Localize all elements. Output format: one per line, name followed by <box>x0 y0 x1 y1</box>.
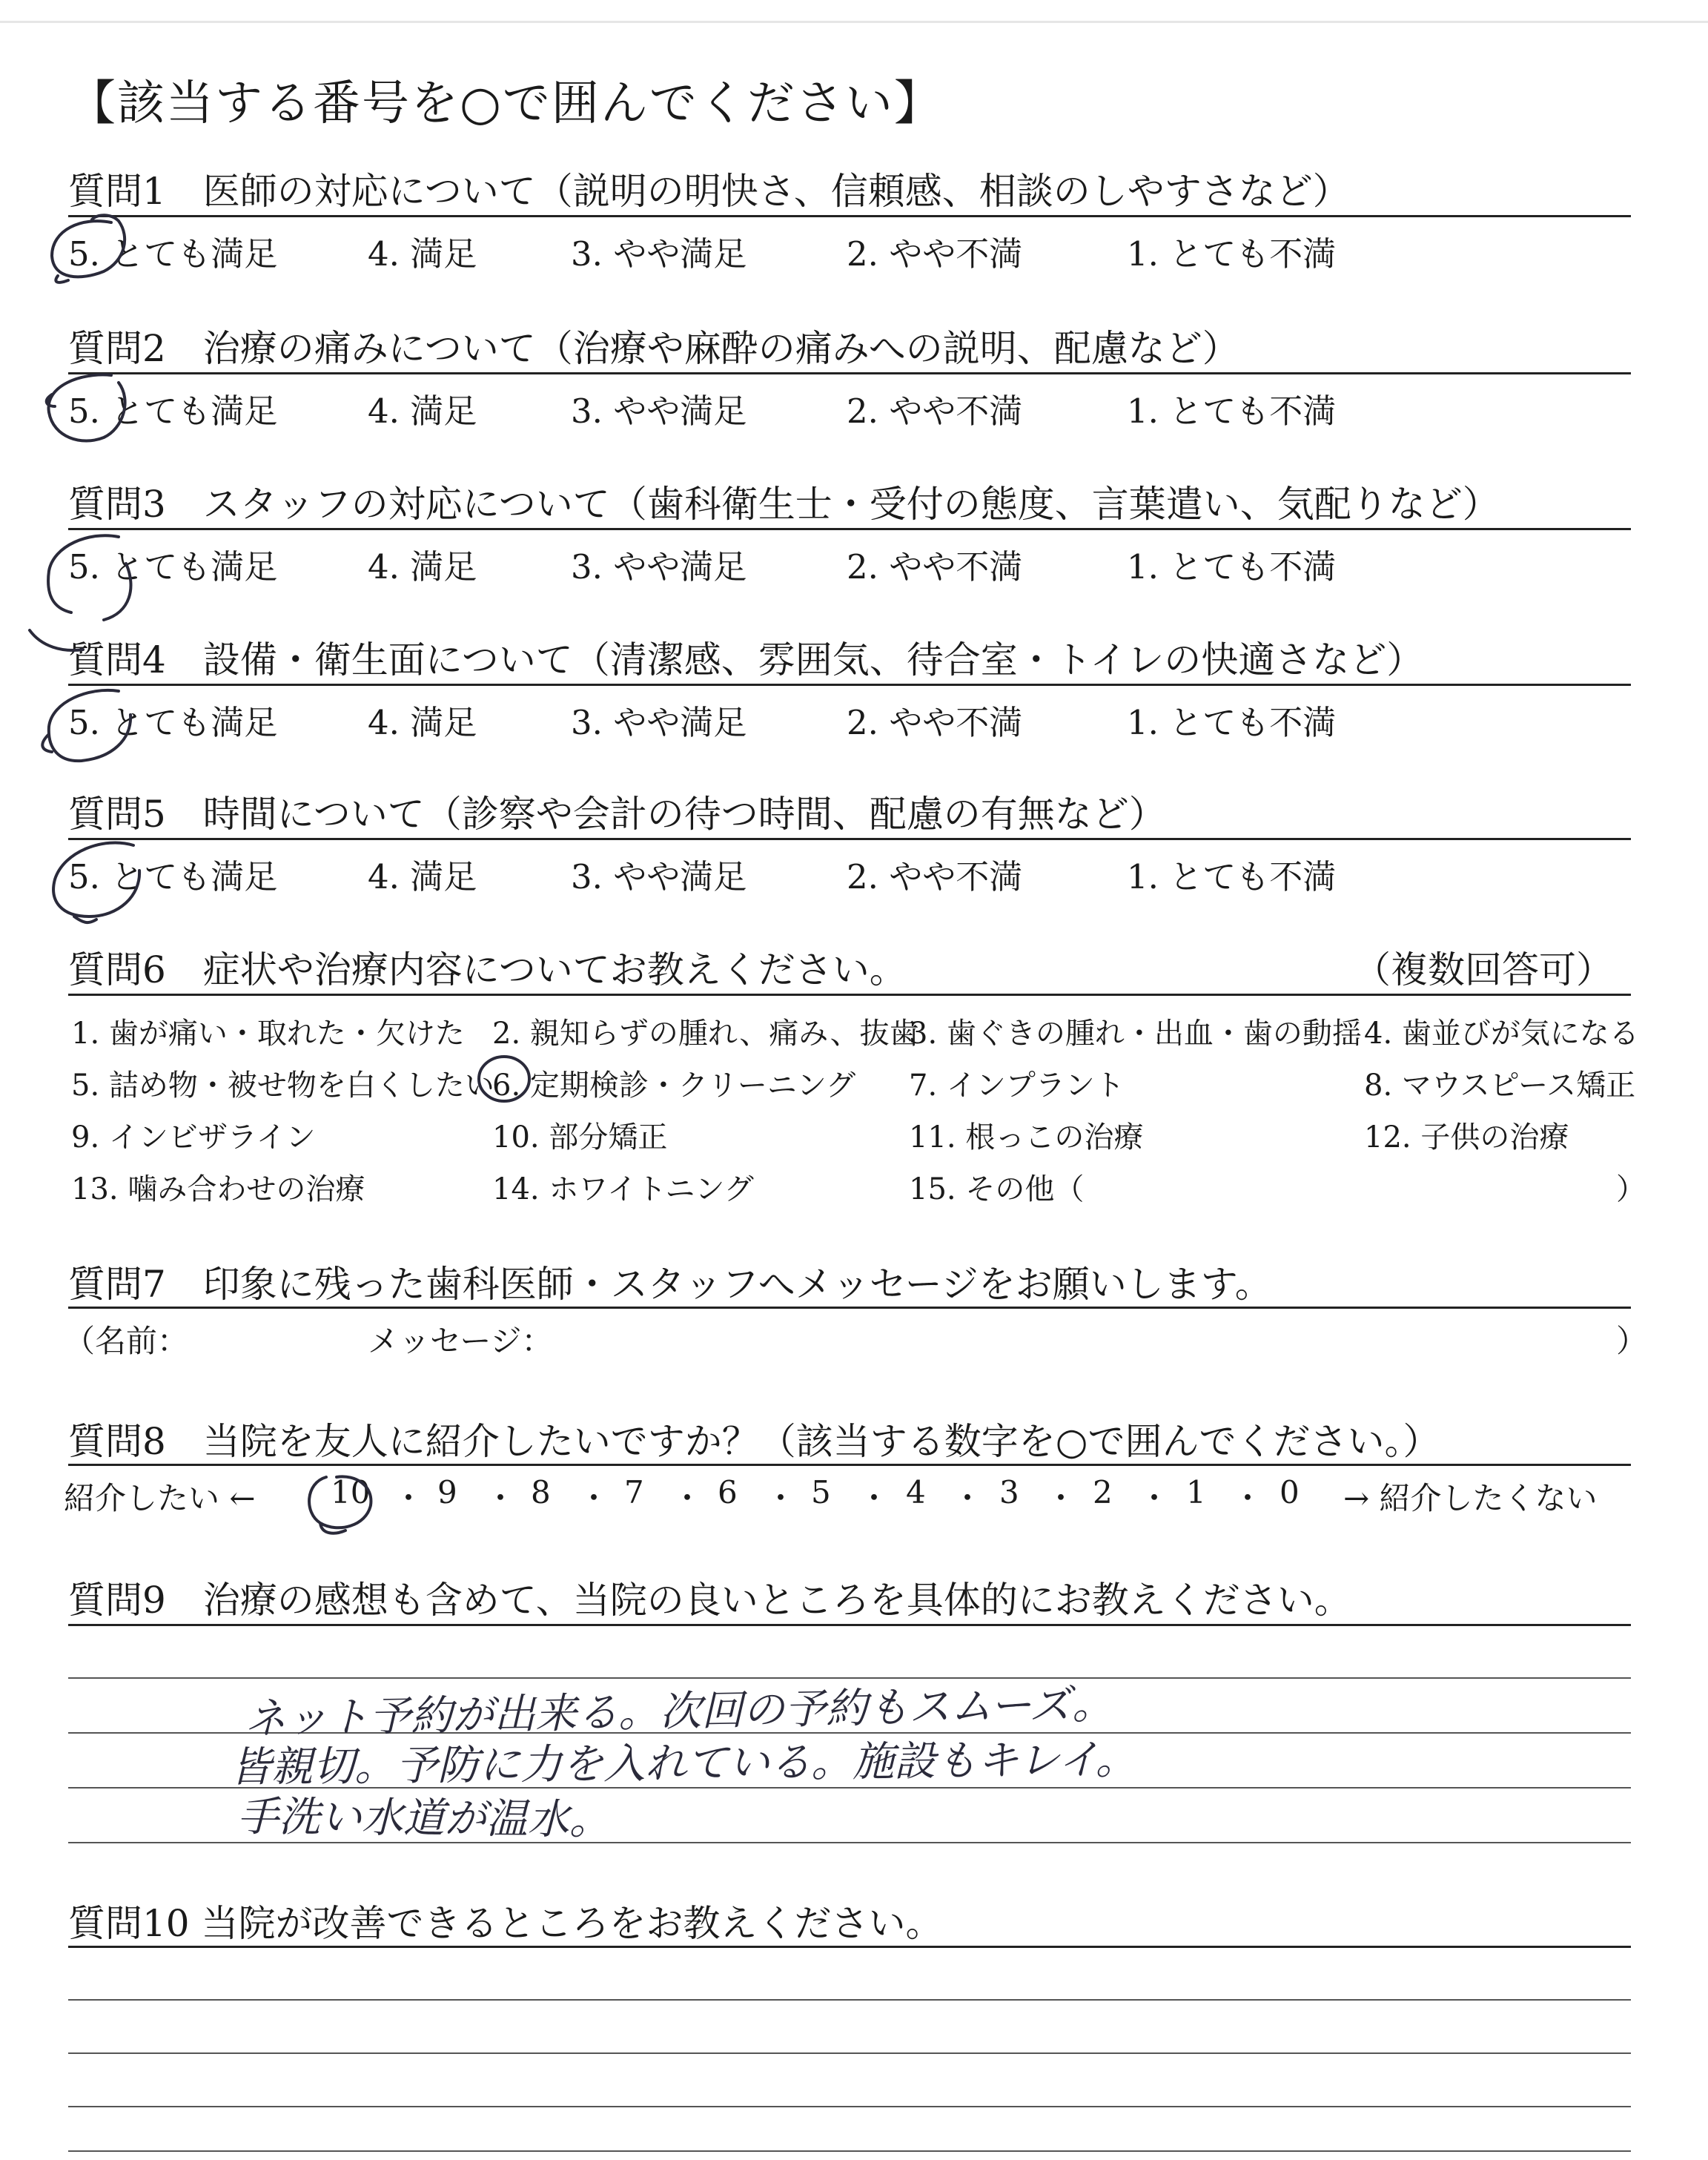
q8-scale-dot: ・ <box>858 1480 890 1516</box>
q3-option-1[interactable]: 1. とても不満 <box>1127 547 1337 587</box>
q5-option-5[interactable]: 5. とても満足 <box>68 857 278 896</box>
q1-option-3[interactable]: 3. やや満足 <box>571 234 747 274</box>
q4-option-1[interactable]: 1. とても不満 <box>1127 703 1337 742</box>
q5-option-4[interactable]: 4. 満足 <box>368 857 477 896</box>
q3-option-2[interactable]: 2. やや不満 <box>847 547 1023 587</box>
form-heading: 【該当する番号を○で囲んでください】 <box>68 76 943 131</box>
q6-option-15[interactable]: 15. その他（ <box>909 1172 1085 1206</box>
q9-handwritten-line-3: 手洗い水道が温水。 <box>236 1792 612 1845</box>
q5-option-3[interactable]: 3. やや満足 <box>571 857 747 896</box>
q8-scale-dot: ・ <box>1232 1480 1264 1516</box>
q6-option-6[interactable]: 6. 定期検診・クリーニング <box>492 1069 856 1103</box>
question-7-rule <box>68 1307 1631 1309</box>
q7-message-label: メッセージ： <box>368 1323 553 1359</box>
q4-option-4[interactable]: 4. 満足 <box>368 703 477 742</box>
question-4-title: 質問4 設備・衛生面について（清潔感、雰囲気、待合室・トイレの快適さなど） <box>68 638 1424 681</box>
q6-option-11[interactable]: 11. 根っこの治療 <box>909 1120 1144 1155</box>
question-9-rule <box>68 1624 1631 1626</box>
q8-scale-dot: ・ <box>393 1480 425 1516</box>
q6-option-14[interactable]: 14. ホワイトニング <box>492 1172 754 1206</box>
q7-name-label: （名前： <box>64 1323 189 1359</box>
q6-option-13[interactable]: 13. 噛み合わせの治療 <box>71 1172 365 1206</box>
q9-handwritten-line-2: 皆親切。予防に力を入れている。施設もキレイ。 <box>229 1735 1137 1792</box>
question-10-title: 質問10 当院が改善できるところをお教えください。 <box>68 1902 943 1945</box>
question-3-title: 質問3 スタッフの対応について（歯科衛生士・受付の態度、言葉遣い、気配りなど） <box>68 483 1500 526</box>
question-6-title: 質問6 症状や治療内容についてお教えください。 <box>68 948 907 991</box>
q8-scale-5[interactable]: 5 <box>811 1474 831 1510</box>
q10-answer-line <box>68 2106 1631 2107</box>
q8-scale-dot: ・ <box>765 1480 797 1516</box>
q8-scale-dot: ・ <box>672 1480 704 1516</box>
q6-option-7[interactable]: 7. インプラント <box>909 1069 1125 1103</box>
question-1-rule <box>68 215 1631 217</box>
q2-option-3[interactable]: 3. やや満足 <box>571 392 747 431</box>
q8-scale-10[interactable]: 10 <box>331 1474 371 1510</box>
q6-option-12[interactable]: 12. 子供の治療 <box>1364 1120 1569 1155</box>
q1-option-5[interactable]: 5. とても満足 <box>68 234 278 274</box>
question-8-rule <box>68 1464 1631 1466</box>
question-7-title: 質問7 印象に残った歯科医師・スタッフへメッセージをお願いします。 <box>68 1263 1272 1306</box>
question-1-title: 質問1 医師の対応について（説明の明快さ、信頼感、相談のしやすさなど） <box>68 170 1350 213</box>
q7-close: ） <box>1616 1323 1648 1359</box>
q8-scale-dot: ・ <box>485 1480 517 1516</box>
q1-option-1[interactable]: 1. とても不満 <box>1127 234 1337 274</box>
q3-option-3[interactable]: 3. やや満足 <box>571 547 747 587</box>
question-6-note: （複数回答可） <box>1354 948 1613 991</box>
q6-option-3[interactable]: 3. 歯ぐきの腫れ・出血・歯の動揺 <box>909 1017 1362 1051</box>
q8-scale-3[interactable]: 3 <box>999 1474 1019 1510</box>
q6-other-close: ） <box>1616 1172 1646 1206</box>
question-2-title: 質問2 治療の痛みについて（治療や麻酔の痛みへの説明、配慮など） <box>68 327 1239 370</box>
q8-scale-7[interactable]: 7 <box>624 1474 644 1510</box>
q8-scale-4[interactable]: 4 <box>906 1474 926 1510</box>
q5-option-2[interactable]: 2. やや不満 <box>847 857 1023 896</box>
q8-right-label: → 紹介したくない <box>1343 1480 1598 1516</box>
question-3-rule <box>68 528 1631 530</box>
q8-scale-6[interactable]: 6 <box>718 1474 738 1510</box>
q8-scale-dot: ・ <box>1045 1480 1077 1516</box>
q6-option-10[interactable]: 10. 部分矯正 <box>492 1120 668 1155</box>
scan-edge <box>0 21 1708 23</box>
q1-option-2[interactable]: 2. やや不満 <box>847 234 1023 274</box>
q6-option-2[interactable]: 2. 親知らずの腫れ、痛み、抜歯 <box>492 1017 919 1051</box>
q6-option-5[interactable]: 5. 詰め物・被せ物を白くしたい <box>71 1069 494 1103</box>
q8-scale-dot: ・ <box>952 1480 984 1516</box>
q2-option-4[interactable]: 4. 満足 <box>368 392 477 431</box>
q8-scale-dot: ・ <box>578 1480 610 1516</box>
q8-scale-8[interactable]: 8 <box>531 1474 551 1510</box>
question-6-rule <box>68 994 1631 996</box>
question-9-title: 質問9 治療の感想も含めて、当院の良いところを具体的にお教えください。 <box>68 1579 1351 1622</box>
q8-scale-9[interactable]: 9 <box>437 1474 457 1510</box>
q8-scale-2[interactable]: 2 <box>1093 1474 1113 1510</box>
question-4-rule <box>68 684 1631 686</box>
q8-scale-0[interactable]: 0 <box>1280 1474 1300 1510</box>
q8-left-label: 紹介したい ← <box>64 1480 256 1516</box>
question-5-rule <box>68 838 1631 840</box>
question-5-title: 質問5 時間について（診察や会計の待つ時間、配慮の有無など） <box>68 793 1166 836</box>
q3-option-5[interactable]: 5. とても満足 <box>68 547 278 587</box>
q10-answer-line <box>68 2052 1631 2054</box>
q9-handwritten-line-1: ネット予約が出来る。次回の予約もスムーズ。 <box>244 1680 1114 1744</box>
q2-option-2[interactable]: 2. やや不満 <box>847 392 1023 431</box>
q6-option-1[interactable]: 1. 歯が痛い・取れた・欠けた <box>71 1017 465 1051</box>
q5-option-1[interactable]: 1. とても不満 <box>1127 857 1337 896</box>
q1-option-4[interactable]: 4. 満足 <box>368 234 477 274</box>
question-8-title: 質問8 当院を友人に紹介したいですか？（該当する数字を○で囲んでください。） <box>68 1420 1440 1463</box>
q4-option-5[interactable]: 5. とても満足 <box>68 703 278 742</box>
question-2-rule <box>68 372 1631 374</box>
q8-scale-dot: ・ <box>1139 1480 1171 1516</box>
q8-scale-1[interactable]: 1 <box>1186 1474 1206 1510</box>
q3-option-4[interactable]: 4. 満足 <box>368 547 477 587</box>
q10-answer-line <box>68 2150 1631 2152</box>
q10-answer-line <box>68 1999 1631 2001</box>
q6-option-9[interactable]: 9. インビザライン <box>71 1120 316 1155</box>
q6-option-8[interactable]: 8. マウスピース矯正 <box>1364 1069 1636 1103</box>
q4-option-3[interactable]: 3. やや満足 <box>571 703 747 742</box>
q2-option-1[interactable]: 1. とても不満 <box>1127 392 1337 431</box>
q6-option-4[interactable]: 4. 歯並びが気になる <box>1364 1017 1639 1051</box>
q2-option-5[interactable]: 5. とても満足 <box>68 392 278 431</box>
question-10-rule <box>68 1946 1631 1948</box>
q4-option-2[interactable]: 2. やや不満 <box>847 703 1023 742</box>
